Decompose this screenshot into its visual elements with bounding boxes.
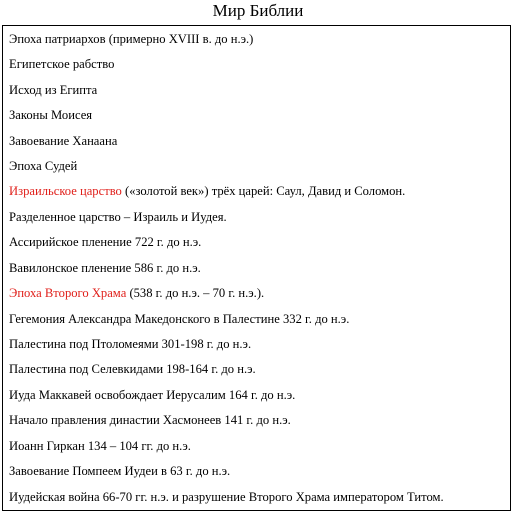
timeline-item: Египетское рабство	[9, 57, 115, 71]
timeline-item: Вавилонское пленение 586 г. до н.э.	[9, 261, 201, 275]
timeline-item: Иоанн Гиркан 134 – 104 гг. до н.э.	[9, 439, 191, 453]
timeline-item-rest: («золотой век») трёх царей: Саул, Давид и Соломон.	[121, 184, 406, 198]
timeline-item: Палестина под Птоломеями 301-198 г. до н.э.	[9, 337, 252, 351]
timeline-item: Эпоха патриархов (примерно XVIII в. до н.э.)	[9, 32, 254, 46]
timeline-item	[9, 183, 405, 199]
page-title: Мир Библии	[212, 1, 304, 20]
timeline-item-highlight: Эпоха Второго Храма	[9, 286, 127, 300]
timeline-item: Разделенное царство – Израиль и Иудея.	[9, 210, 227, 224]
timeline-item: Иуда Маккавей освобождает Иерусалим 164 г. до н.э.	[9, 388, 296, 402]
timeline-item	[9, 285, 264, 301]
timeline-item: Ассирийское пленение 722 г. до н.э.	[9, 235, 202, 249]
timeline-item: Завоевание Помпеем Иудеи в 63 г. до н.э.	[9, 464, 231, 478]
timeline-item-highlight: Израильское царство	[9, 184, 122, 198]
timeline-item: Завоевание Ханаана	[9, 134, 118, 148]
timeline-item: Законы Моисея	[9, 108, 93, 122]
timeline-item-rest: (538 г. до н.э. – 70 г. н.э.).	[126, 286, 265, 300]
timeline-item: Исход из Египта	[9, 83, 98, 97]
timeline-item: Эпоха Судей	[9, 159, 78, 173]
timeline-item: Гегемония Александра Македонского в Палестине 332 г. до н.э.	[9, 312, 350, 326]
timeline-item: Палестина под Селевкидами 198-164 г. до н.э.	[9, 362, 256, 376]
timeline-item: Начало правления династии Хасмонеев 141 г. до н.э.	[9, 413, 291, 427]
timeline-box	[2, 25, 511, 511]
timeline-item: Иудейская война 66-70 гг. н.э. и разрушение Второго Храма императором Титом.	[9, 490, 444, 504]
